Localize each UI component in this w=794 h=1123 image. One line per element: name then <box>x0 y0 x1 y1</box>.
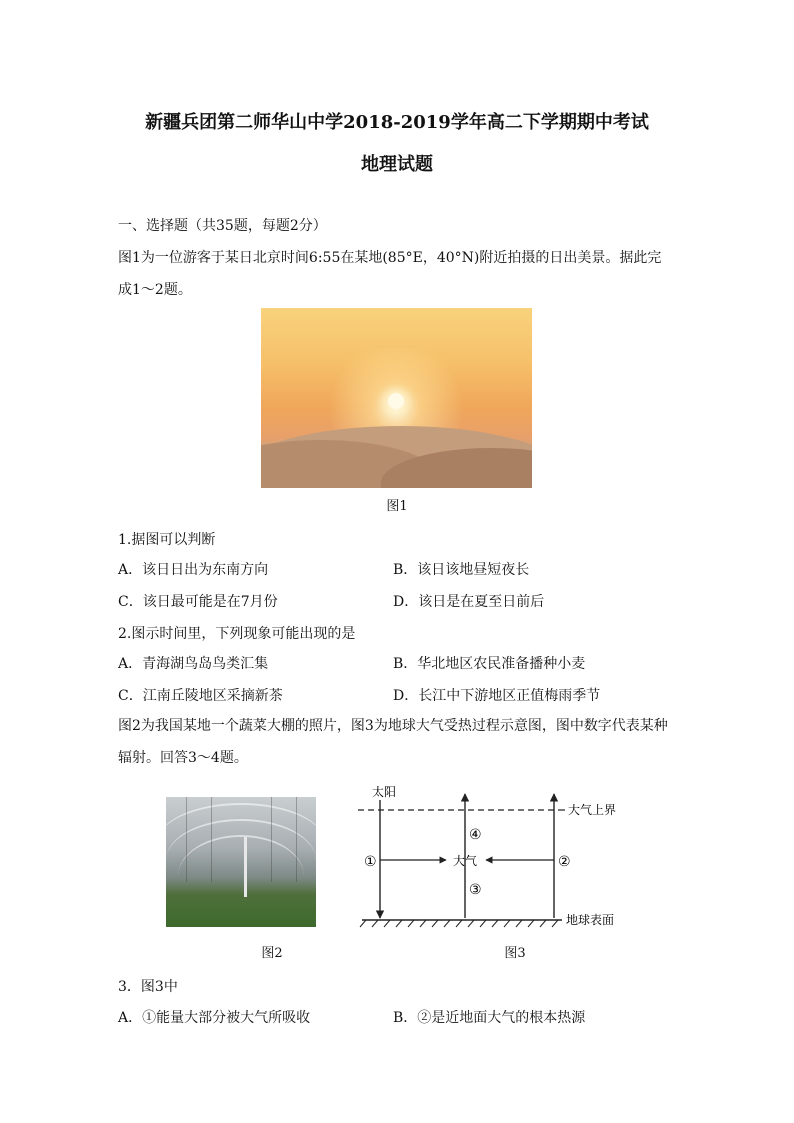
atmosphere-heating-diagram <box>358 782 628 942</box>
passage-2-line-2: 辐射。回答3～4题。 <box>118 750 248 766</box>
question-1-option-a: A．该日日出为东南方向 <box>118 562 269 578</box>
exam-title: 新疆兵团第二师华山中学2018-2019学年高二下学期期中考试 <box>145 112 649 133</box>
figure-2-caption: 图2 <box>261 946 283 961</box>
passage-1-line-2: 成1～2题。 <box>118 282 192 298</box>
label-radiation-3: ③ <box>469 882 482 898</box>
section-heading: 一、选择题（共35题，每题2分） <box>118 218 327 234</box>
label-atmosphere: 大气 <box>453 854 478 868</box>
figure-3-caption: 图3 <box>504 946 526 961</box>
exam-subject: 地理试题 <box>361 154 433 175</box>
question-1-option-b: B．该日该地昼短夜长 <box>393 562 530 578</box>
figure-1-caption: 图1 <box>386 499 408 514</box>
sun-icon <box>388 393 404 409</box>
greenhouse-rib <box>186 797 187 882</box>
sunrise-photo <box>261 308 532 488</box>
greenhouse-rib <box>296 797 297 882</box>
question-3-stem: 3．图3中 <box>118 979 178 995</box>
greenhouse-post <box>244 837 247 897</box>
greenhouse-photo <box>166 797 316 927</box>
question-2-stem: 2.图示时间里，下列现象可能出现的是 <box>118 626 356 642</box>
label-earth-surface: 地球表面 <box>566 913 615 927</box>
question-3-option-b: B．②是近地面大气的根本热源 <box>393 1010 586 1026</box>
question-2-option-d: D．长江中下游地区正值梅雨季节 <box>393 688 601 704</box>
greenhouse-rib <box>211 797 212 882</box>
passage-2-line-1: 图2为我国某地一个蔬菜大棚的照片，图3为地球大气受热过程示意图，图中数字代表某种 <box>118 718 668 734</box>
question-2-option-a: A．青海湖鸟岛鸟类汇集 <box>118 656 269 672</box>
label-radiation-2: ② <box>558 854 571 870</box>
greenhouse-arch <box>178 835 304 917</box>
question-2-option-b: B．华北地区农民准备播种小麦 <box>393 656 586 672</box>
label-radiation-1: ① <box>364 854 377 870</box>
passage-1-line-1: 图1为一位游客于某日北京时间6:55在某地(85°E，40°N)附近拍摄的日出美景。据此完 <box>118 250 662 266</box>
question-3-option-a: A．①能量大部分被大气所吸收 <box>118 1010 311 1026</box>
ground-hatching <box>360 920 558 927</box>
label-sun: 太阳 <box>372 785 397 799</box>
label-atmosphere-top: 大气上界 <box>568 803 617 817</box>
question-1-stem: 1.据图可以判断 <box>118 532 216 548</box>
label-radiation-4: ④ <box>469 827 482 843</box>
question-1-option-d: D．该日是在夏至日前后 <box>393 594 545 610</box>
question-2-option-c: C．江南丘陵地区采摘新茶 <box>118 688 283 704</box>
question-1-option-c: C．该日最可能是在7月份 <box>118 594 278 610</box>
greenhouse-rib <box>271 797 272 882</box>
